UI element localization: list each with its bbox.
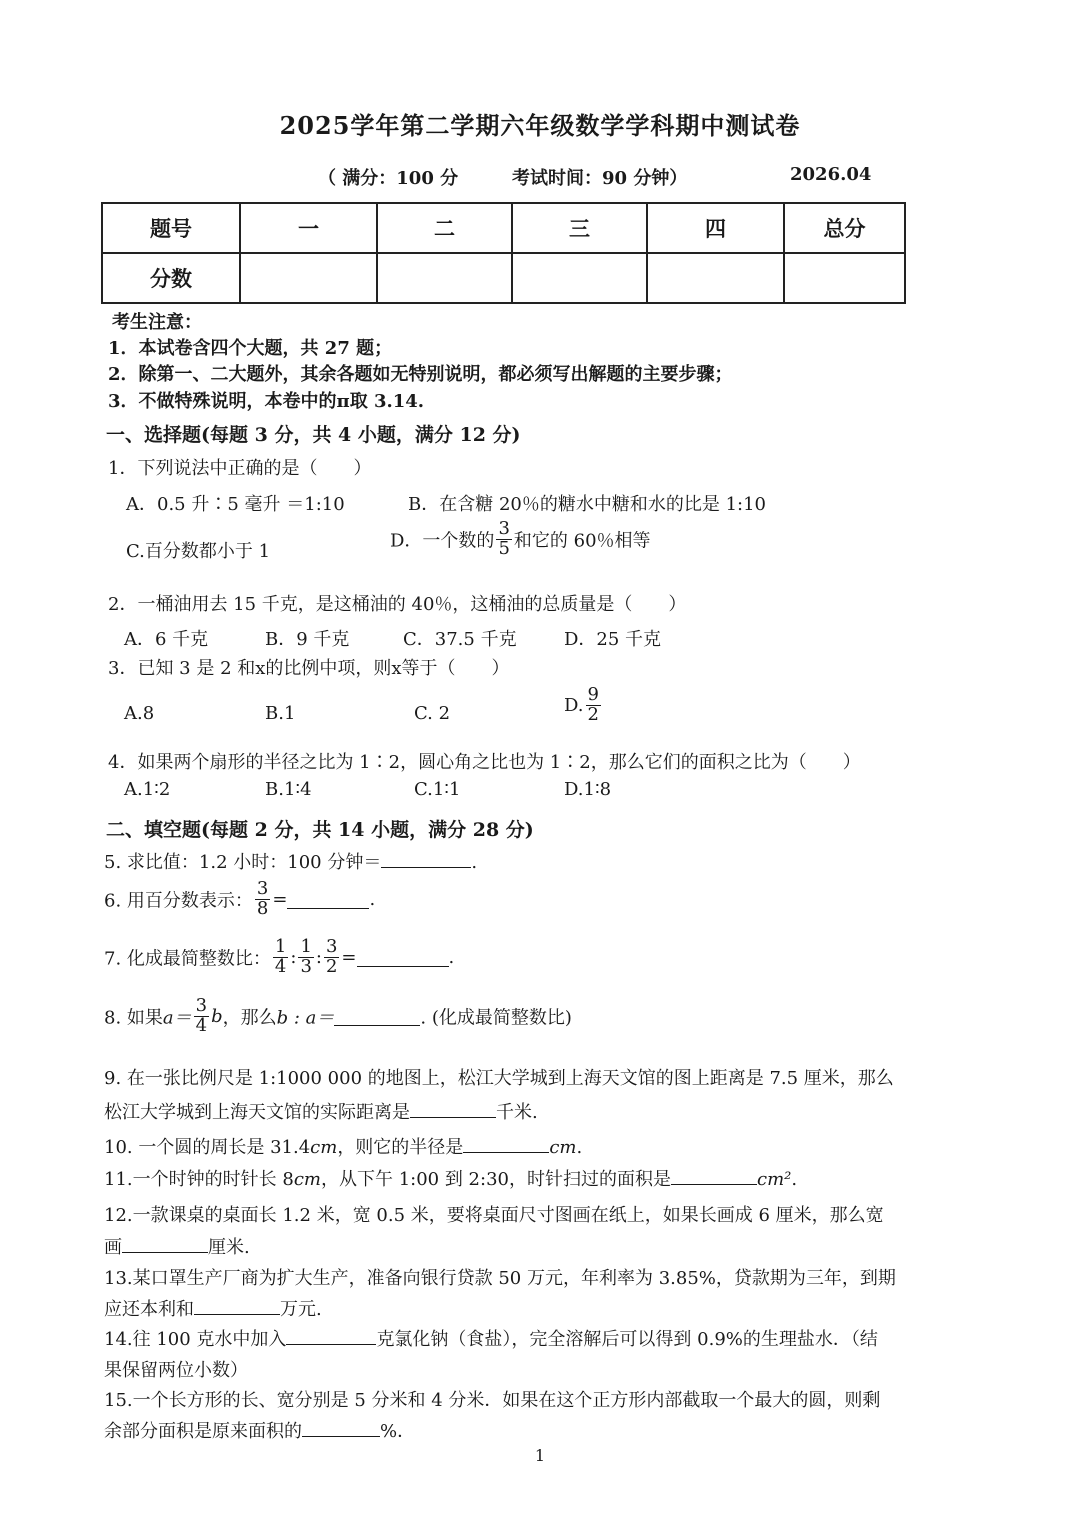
q8-expression-ratio: b : a＝: [276, 1007, 335, 1029]
fraction-denominator: 2: [325, 955, 338, 977]
fraction-numerator: 3: [325, 936, 338, 957]
q8-text: 8. 如果: [104, 1007, 163, 1029]
q10-unit-2: cm: [549, 1137, 577, 1158]
q7-equals: =: [341, 946, 357, 968]
q7: [104, 938, 454, 977]
notice-title: 考生注意：: [112, 312, 202, 333]
fraction-numerator: 1: [274, 936, 287, 957]
q8-then: ，那么: [222, 1007, 277, 1029]
exam-title: 2025学年第二学期六年级数学学科期中测试卷: [279, 111, 801, 140]
ratio-colon: :: [290, 946, 297, 968]
score-table-header-row: [102, 203, 905, 253]
q1-option-d-prefix: D．一个数的: [390, 530, 495, 552]
q9-text: 松江大学城到上海天文馆的实际距离是: [104, 1102, 410, 1123]
table-cell-question-number: 题号: [102, 203, 240, 253]
score-table: [101, 202, 906, 304]
q8-expression-b: b: [211, 1005, 223, 1027]
q15-line-1: 15.一个长方形的长、宽分别是 5 分米和 4 分米．如果在这个正方形内部截取一个最大的圆，则剩: [104, 1390, 881, 1411]
fraction-numerator: 9: [587, 684, 599, 705]
table-cell-total: 总分: [784, 203, 905, 253]
q4-option-a: A.1∶2: [124, 779, 171, 800]
q4-option-d: D.1∶8: [564, 779, 612, 800]
fraction-denominator: 2: [587, 703, 599, 725]
notice-item-2: 2．除第一、二大题外，其余各题如无特别说明，都必须写出解题的主要步骤；: [108, 364, 733, 385]
q11-unit-2: cm²: [756, 1169, 792, 1190]
q1-option-d-suffix: 和它的 60％相等: [513, 530, 651, 552]
fraction-denominator: 4: [195, 1014, 208, 1036]
q6-period: .: [369, 888, 376, 910]
q14-text: 14.往 100 克水中加入: [104, 1329, 287, 1350]
q2-stem: 2．一桶油用去 15 千克，是这桶油的 40％，这桶油的总质量是（ ）: [108, 594, 687, 615]
fraction-denominator: 8: [256, 897, 269, 919]
score-cell-part-2[interactable]: [377, 253, 512, 303]
q10-answer-blank[interactable]: [463, 1134, 549, 1153]
fraction-numerator: 3: [498, 518, 510, 539]
q12-line-2: [104, 1233, 250, 1259]
q5-period: .: [471, 852, 478, 873]
q8-note: . (化成最简整数比): [420, 1007, 572, 1029]
notice-item-3: 3．不做特殊说明，本卷中的π取 3.14.: [108, 391, 425, 412]
fraction-1-3: [298, 938, 313, 977]
q10-unit-1: cm: [310, 1137, 338, 1158]
q1-option-a: A．0.5 升∶5 毫升 ＝1:10: [126, 494, 345, 515]
q5: [104, 848, 477, 874]
q13-text: 应还本利和: [104, 1299, 194, 1320]
q8: [104, 997, 572, 1036]
fraction-9-2: [586, 686, 601, 725]
fraction-numerator: 1: [300, 936, 312, 957]
q14-line-2: 果保留两位小数）: [104, 1360, 248, 1381]
score-cell-part-3[interactable]: [512, 253, 647, 303]
q8-answer-blank[interactable]: [334, 1007, 420, 1026]
q6-equals: =: [272, 888, 288, 910]
full-score: （ 满分：100 分: [318, 168, 459, 189]
fraction-denominator: 5: [498, 537, 510, 559]
q4-stem: 4．如果两个扇形的半径之比为 1∶2，圆心角之比也为 1∶2，那么它们的面积之比为（ ）: [108, 752, 861, 773]
q1-option-b: B．在含糖 20％的糖水中糖和水的比是 1:10: [408, 494, 766, 515]
q15-answer-blank[interactable]: [302, 1418, 380, 1437]
q2-option-d: D．25 千克: [564, 629, 662, 650]
score-cell-part-1[interactable]: [240, 253, 377, 303]
q9-answer-blank[interactable]: [410, 1099, 496, 1118]
q11-period: .: [791, 1169, 798, 1190]
q9-unit: 千米.: [496, 1102, 538, 1123]
notice-item-1: 1．本试卷含四个大题，共 27 题；: [108, 338, 393, 359]
q11-text-2: ，从下午 1:00 到 2:30，时针扫过的面积是: [320, 1169, 671, 1190]
page-number: 1: [534, 1446, 546, 1465]
q4-option-b: B.1∶4: [265, 779, 312, 800]
q11-answer-blank[interactable]: [671, 1166, 757, 1185]
q3-option-b: B.1: [265, 703, 296, 724]
q1-option-d: [390, 520, 651, 559]
table-cell-part-1: 一: [240, 203, 377, 253]
fraction-numerator: 3: [256, 878, 269, 899]
fraction-denominator: 4: [274, 955, 287, 977]
fraction-3-8: [255, 880, 270, 919]
fraction-3-4: [194, 997, 209, 1036]
section-1-heading: 一、选择题(每题 3 分，共 4 小题，满分 12 分): [106, 424, 521, 446]
q11-text: 11.一个时钟的时针长 8: [104, 1169, 294, 1190]
q7-text: 7. 化成最简整数比：: [104, 948, 271, 970]
q14-answer-blank[interactable]: [286, 1326, 376, 1345]
q15-unit: %．: [380, 1421, 416, 1442]
score-cell-total[interactable]: [784, 253, 905, 303]
q1-stem: 1．下列说法中正确的是（ ）: [108, 458, 372, 479]
q8-expression-a: a＝: [162, 1007, 192, 1029]
q10-text-2: ，则它的半径是: [337, 1137, 464, 1158]
q12-line-1: 12.一款课桌的桌面长 1.2 米，宽 0.5 米，要将桌面尺寸图画在纸上，如果长画成 6 厘米，那么宽: [104, 1205, 884, 1226]
q13-line-2: [104, 1295, 322, 1321]
ratio-colon: :: [315, 946, 322, 968]
fraction-denominator: 3: [300, 955, 312, 977]
q5-answer-blank[interactable]: [381, 849, 471, 868]
q13-line-1: 13.某口罩生产厂商为扩大生产，准备向银行贷款 50 万元，年利率为 3.85%，贷款期为三年，到期: [104, 1268, 896, 1289]
q3-option-a: A.8: [124, 703, 155, 724]
q7-period: .: [448, 946, 455, 968]
q6: [104, 880, 375, 919]
q10: [104, 1133, 582, 1159]
table-cell-part-4: 四: [647, 203, 784, 253]
fraction-numerator: 3: [195, 995, 208, 1016]
fraction-1-4: [273, 938, 288, 977]
table-cell-part-3: 三: [512, 203, 647, 253]
q12-text: 画: [104, 1237, 122, 1258]
exam-time: 考试时间：90 分钟）: [512, 168, 688, 189]
q10-period: .: [576, 1137, 583, 1158]
q3-option-c: C. 2: [414, 703, 451, 724]
fraction-3-2: [324, 938, 339, 977]
q13-unit: 万元.: [280, 1299, 322, 1320]
q3-option-d: [564, 686, 603, 725]
q12-answer-blank[interactable]: [122, 1234, 208, 1253]
q9-line-1: 9. 在一张比例尺是 1:1000 000 的地图上，松江大学城到上海天文馆的图上距离是 7.5 厘米，那么: [104, 1068, 894, 1089]
q11: [104, 1165, 797, 1191]
q3-option-d-prefix: D.: [564, 694, 584, 716]
table-cell-score-label: 分数: [102, 253, 240, 303]
q9-line-2: [104, 1098, 538, 1124]
q14-text-2: 克氯化钠（食盐），完全溶解后可以得到 0.9%的生理盐水．（结: [376, 1329, 878, 1350]
q13-answer-blank[interactable]: [194, 1296, 280, 1315]
q3-stem: 3．已知 3 是 2 和x的比例中项，则x等于（ ）: [108, 658, 510, 679]
q4-option-c: C.1∶1: [414, 779, 461, 800]
q2-option-c: C．37.5 千克: [403, 629, 517, 650]
q2-option-b: B．9 千克: [265, 629, 350, 650]
q15-text: 余部分面积是原来面积的: [104, 1421, 302, 1442]
exam-date: 2026.04: [790, 164, 872, 185]
section-2-heading: 二、填空题(每题 2 分，共 14 小题，满分 28 分): [106, 819, 534, 841]
q15-line-2: [104, 1417, 415, 1443]
fraction-3-5: [496, 520, 511, 559]
q6-text: 6. 用百分数表示：: [104, 890, 253, 912]
q14-line-1: [104, 1325, 878, 1351]
q7-answer-blank[interactable]: [357, 948, 449, 967]
q5-text: 5. 求比值：1.2 小时：100 分钟＝: [104, 852, 382, 873]
q11-unit-1: cm: [293, 1169, 321, 1190]
q2-option-a: A．6 千克: [124, 629, 209, 650]
score-cell-part-4[interactable]: [647, 253, 784, 303]
q12-unit: 厘米.: [208, 1237, 250, 1258]
q1-option-c: C.百分数都小于 1: [126, 541, 271, 562]
score-table-score-row: [102, 253, 905, 303]
table-cell-part-2: 二: [377, 203, 512, 253]
q6-answer-blank[interactable]: [287, 890, 369, 909]
q10-text: 10. 一个圆的周长是 31.4: [104, 1137, 311, 1158]
